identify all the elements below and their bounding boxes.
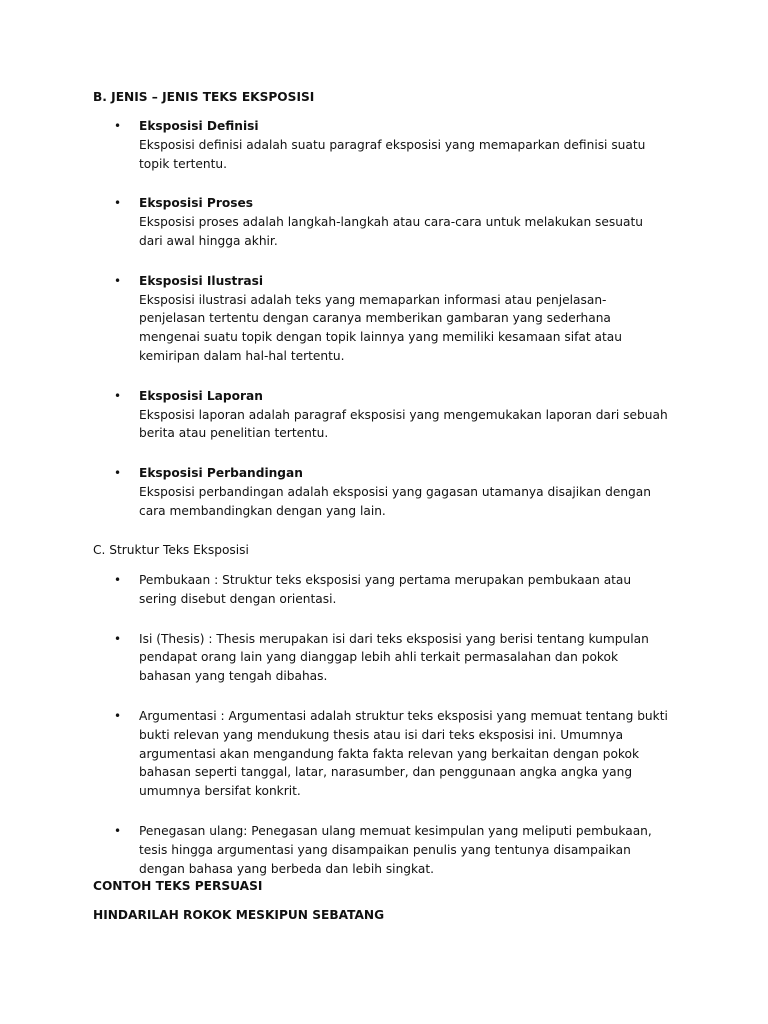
list-item-body: Eksposisi perbandingan adalah eksposisi yang gagasan utamanya disajikan dengan cara membandingkan dengan yang lain. xyxy=(139,484,651,518)
contoh-heading: CONTOH TEKS PERSUASI xyxy=(93,879,263,893)
list-item-body: Penegasan ulang: Penegasan ulang memuat kesimpulan yang meliputi pembukaan, tesis hingga argumentasi yang disampaikan penulis yang tentunya disampaikan dengan bahasa yang berbeda dan lebih singkat. xyxy=(139,823,652,876)
bullet-icon: • xyxy=(114,573,122,587)
list-item-body: Eksposisi ilustrasi adalah teks yang memaparkan informasi atau penjelasan-penjelasan tertentu dengan caranya memberikan gambaran yang sederhana mengenai suatu topik dengan topik lainnya yang memiliki kesamaan sifat atau kemiripan dalam hal-hal tertentu. xyxy=(139,292,622,363)
list-item-title: Eksposisi Proses xyxy=(139,196,253,211)
bullet-icon: • xyxy=(114,631,122,646)
list-item xyxy=(0,387,669,443)
bullet-icon: • xyxy=(114,466,122,481)
list-item-body: Pembukaan : Struktur teks eksposisi yang pertama merupakan pembukaan atau sering disebut dengan orientasi. xyxy=(139,573,632,606)
bullet-icon: • xyxy=(114,708,122,723)
list-item xyxy=(0,707,669,801)
list-item-title: Eksposisi Laporan xyxy=(139,388,263,403)
list-item xyxy=(0,272,669,366)
bullet-icon: • xyxy=(114,119,122,133)
list-item xyxy=(0,194,669,250)
section-b-list xyxy=(0,117,768,521)
bullet-icon: • xyxy=(114,273,122,288)
bullet-icon: • xyxy=(114,823,122,838)
list-item-body: Eksposisi proses adalah langkah-langkah atau cara-cara untuk melakukan sesuatu dari awal hingga akhir. xyxy=(139,215,643,248)
list-item xyxy=(0,571,669,609)
section-c-list xyxy=(0,571,768,878)
list-item-body: Eksposisi definisi adalah suatu paragraf eksposisi yang memaparkan definisi suatu topik tertentu. xyxy=(139,137,646,171)
list-item-body: Eksposisi laporan adalah paragraf eksposisi yang mengemukakan laporan dari sebuah berita atau penelitian tertentu. xyxy=(139,407,668,441)
bullet-icon: • xyxy=(114,196,122,211)
list-item-body: Isi (Thesis) : Thesis merupakan isi dari teks eksposisi yang berisi tentang kumpulan pendapat orang lain yang dianggap lebih ahli terkait permasalahan dan pokok bahasan yang tengah dibahas. xyxy=(139,631,649,684)
section-b-heading: B. JENIS – JENIS TEKS EKSPOSISI xyxy=(93,90,315,104)
contoh-title: HINDARILAH ROKOK MESKIPUN SEBATANG xyxy=(93,908,385,922)
list-item-title: Eksposisi Ilustrasi xyxy=(139,273,264,288)
list-item-title: Eksposisi Definisi xyxy=(139,119,259,133)
list-item xyxy=(0,117,669,173)
list-item xyxy=(0,822,669,878)
list-item-body: Argumentasi : Argumentasi adalah struktur teks eksposisi yang memuat tentang bukti bukti relevan yang mendukung thesis atau isi dari teks eksposisi ini. Umumnya argumentasi akan mengandung fakta fakta relevan yang berkaitan dengan pokok bahasan seperti tanggal, latar, narasumber, dan penggunaan angka angka yang umumnya bersifat konkrit. xyxy=(139,708,668,799)
list-item xyxy=(0,464,669,520)
list-item-title: Eksposisi Perbandingan xyxy=(139,466,303,481)
bullet-icon: • xyxy=(114,388,122,403)
section-c-heading: C. Struktur Teks Eksposisi xyxy=(93,543,249,557)
list-item xyxy=(0,630,669,686)
